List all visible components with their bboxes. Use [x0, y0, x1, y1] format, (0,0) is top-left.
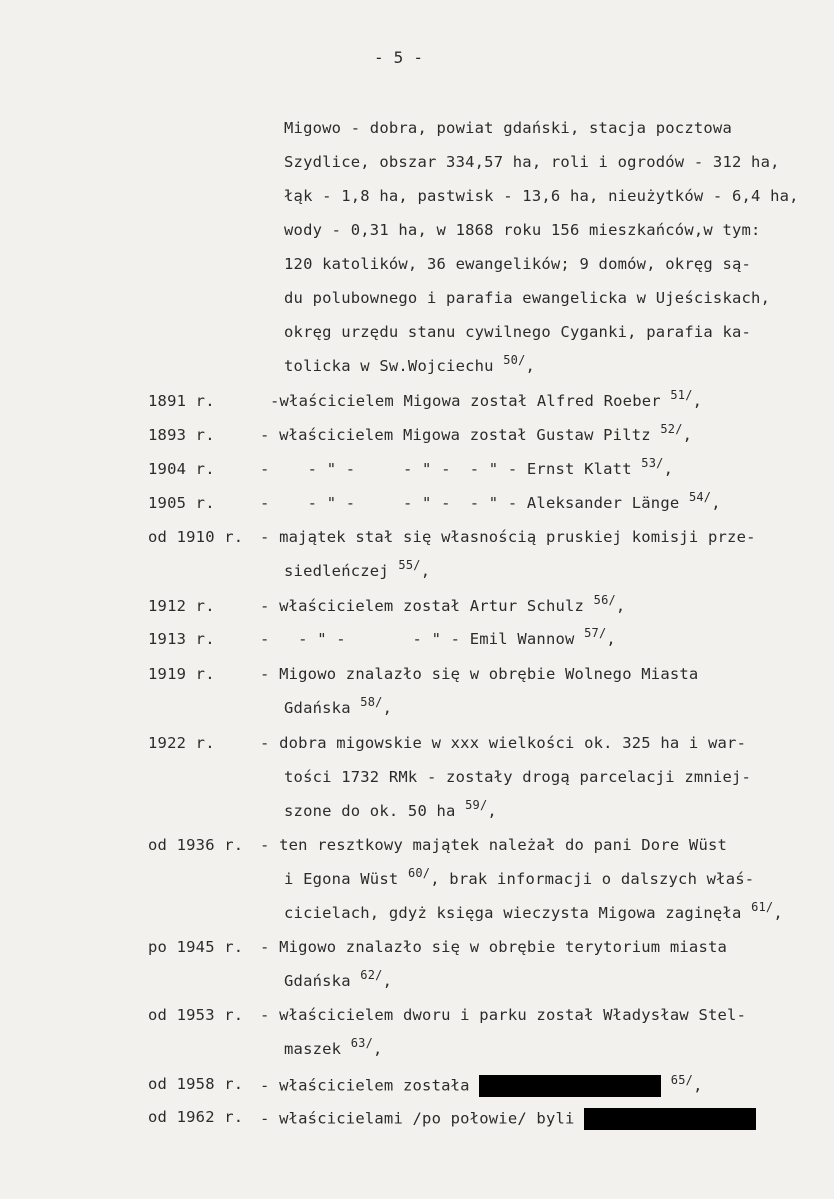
punct: , [420, 562, 431, 580]
footnote-ref: 50/ [503, 353, 526, 367]
entry-line: - dobra migowskie w xxx wielkości ok. 325 ha i war- [260, 734, 747, 752]
footnote-ref: 54/ [688, 490, 712, 504]
entry-year: 1919 r. [148, 665, 215, 683]
punct: , [693, 1076, 703, 1095]
entry-line [284, 798, 497, 820]
footnote-ref: 56/ [593, 593, 616, 607]
entry-text: i Egona Wüst [284, 870, 399, 888]
entry-text: - - " - - " - Emil Wannow [260, 630, 575, 648]
punct: , [663, 460, 674, 478]
punct: , [487, 802, 497, 820]
entry-text: siedleńczej [284, 562, 389, 580]
entry-line [284, 968, 393, 990]
entry-line [284, 1036, 383, 1058]
entry-year: 1912 r. [148, 597, 215, 615]
entry-year: od 1910 r. [148, 528, 244, 546]
page-number: - 5 - [374, 48, 424, 67]
entry-line [284, 558, 431, 580]
punct: , [692, 392, 703, 410]
entry-year: 1904 r. [148, 460, 215, 478]
punct: , [606, 630, 616, 648]
intro-line-7: okręg urzędu stanu cywilnego Cyganki, parafia ka- [284, 323, 752, 341]
entry-line [270, 388, 703, 410]
entry-text: - - " - - " - - " - Ernst Klatt [260, 460, 632, 478]
intro-line-6: du polubownego i parafia ewangelicka w Ujeściskach, [284, 289, 771, 307]
footnote-ref: 51/ [670, 388, 693, 402]
intro-line-8-text: tolicka w Sw.Wojciechu [284, 357, 494, 375]
intro-line-1: Migowo - dobra, powiat gdański, stacja pocztowa [284, 119, 732, 137]
intro-line-3: łąk - 1,8 ha, pastwisk - 13,6 ha, nieużytków - 6,4 ha, [284, 187, 799, 205]
entry-line [260, 422, 693, 444]
entry-line [260, 1072, 703, 1097]
punct: , [382, 699, 393, 717]
entry-line [284, 900, 783, 922]
footnote-ref: 60/ [407, 866, 431, 880]
footnote-ref: 63/ [350, 1036, 374, 1050]
entry-year: 1922 r. [148, 734, 215, 752]
footnote-ref: 53/ [641, 456, 664, 470]
footnote-ref: 65/ [670, 1072, 694, 1087]
entry-line: - ten resztkowy majątek należał do pani Dore Wüst [260, 836, 728, 854]
entry-text: - właścicielami /po połowie/ byli [260, 1109, 575, 1128]
entry-text: - - " - - " - - " - Aleksander Länge [260, 494, 680, 512]
punct: , [525, 357, 536, 375]
intro-line-4: wody - 0,31 ha, w 1868 roku 156 mieszkańców,w tym: [284, 221, 761, 239]
entry-year: od 1953 r. [148, 1006, 244, 1024]
entry-year: po 1945 r. [148, 938, 244, 956]
entry-line [284, 866, 755, 888]
footnote-ref: 61/ [751, 900, 774, 914]
punct: , [615, 597, 626, 615]
entry-text-cont: , brak informacji o dalszych właś- [430, 870, 755, 888]
entry-year: od 1936 r. [148, 836, 244, 854]
entry-text: szone do ok. 50 ha [284, 802, 456, 820]
entry-line [260, 626, 616, 648]
entry-year: 1905 r. [148, 494, 215, 512]
entry-line [260, 1108, 756, 1130]
entry-text: Gdańska [284, 972, 351, 990]
entry-line: - właścicielem dworu i parku został Władysław Stel- [260, 1006, 747, 1024]
punct: , [382, 972, 393, 990]
entry-text: maszek [284, 1040, 342, 1058]
footnote-ref: 52/ [660, 422, 683, 436]
entry-year: od 1958 r. [148, 1075, 244, 1093]
footnote-ref: 55/ [398, 558, 421, 572]
punct: , [711, 494, 721, 512]
punct: , [373, 1040, 383, 1058]
intro-line-2: Szydlice, obszar 334,57 ha, roli i ogrodów - 312 ha, [284, 153, 780, 171]
entry-year: od 1962 r. [148, 1108, 244, 1126]
footnote-ref: 58/ [360, 695, 383, 709]
redaction-bar [584, 1108, 756, 1130]
entry-line [260, 456, 674, 478]
entry-text: cicielach, gdyż księga wieczysta Migowa zaginęła [284, 904, 742, 922]
entry-year: 1891 r. [148, 392, 215, 410]
intro-line-5: 120 katolików, 36 ewangelików; 9 domów, okręg są- [284, 255, 752, 273]
entry-year: 1893 r. [148, 426, 215, 444]
entry-line: tości 1732 RMk - zostały drogą parcelacji zmniej- [284, 768, 752, 786]
entry-line: - majątek stał się własnością pruskiej komisji prze- [260, 528, 756, 546]
footnote-ref: 62/ [360, 968, 383, 982]
entry-text: - właścicielem został Artur Schulz [260, 597, 585, 615]
entry-text: -właścicielem Migowa został Alfred Roeber [270, 392, 661, 410]
entry-line: - Migowo znalazło się w obrębie terytorium miasta [260, 938, 728, 956]
redaction-bar [479, 1075, 661, 1097]
entry-text: Gdańska [284, 699, 351, 717]
footnote-ref: 57/ [584, 626, 607, 640]
entry-text: - właścicielem została [260, 1076, 470, 1095]
punct: , [773, 904, 783, 922]
entry-year: 1913 r. [148, 630, 215, 648]
entry-line [260, 593, 626, 615]
entry-line [284, 695, 393, 717]
entry-text: - właścicielem Migowa został Gustaw Piltz [260, 426, 651, 444]
entry-line: - Migowo znalazło się w obrębie Wolnego Miasta [260, 665, 699, 683]
footnote-ref: 59/ [465, 798, 488, 812]
entry-line [260, 490, 721, 512]
intro-line-8 [284, 353, 536, 375]
punct: , [682, 426, 693, 444]
